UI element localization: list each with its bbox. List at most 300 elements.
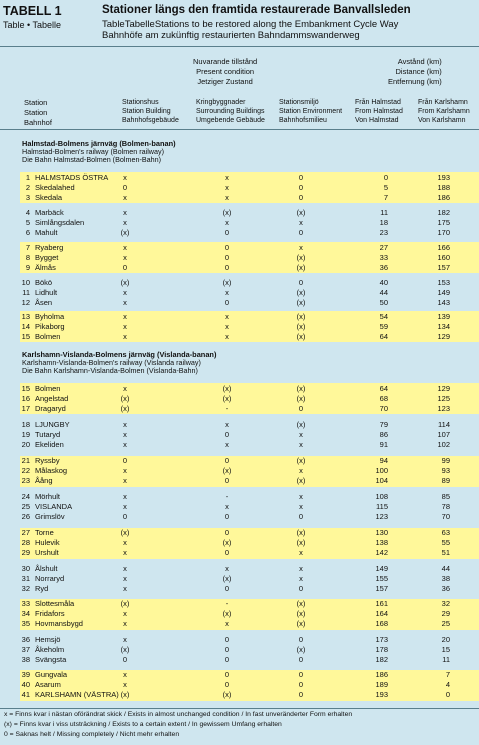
table-row (0, 584, 479, 594)
distance-from-halmstad: 79 (379, 420, 388, 429)
station-environment-status: 0 (298, 173, 304, 182)
table-row (0, 670, 479, 680)
station-number: 2 (25, 183, 30, 192)
station-building-status: x (123, 218, 127, 227)
station-building-status: 0 (122, 456, 128, 465)
distance-from-halmstad: 64 (379, 332, 388, 341)
surrounding-buildings-status: x (225, 420, 229, 429)
station-number: 11 (22, 288, 30, 297)
divider (0, 46, 479, 47)
distance-from-karlshamn: 193 (437, 173, 450, 182)
station-environment-status: 0 (298, 670, 304, 679)
station-name: Torne (35, 528, 54, 537)
surrounding-buildings-status: x (225, 440, 229, 449)
surrounding-buildings-status: (x) (222, 466, 232, 475)
distance-from-halmstad: 40 (379, 278, 388, 287)
station-name: Svängsta (35, 655, 67, 664)
table-row (0, 183, 479, 193)
distance-from-halmstad: 138 (375, 538, 388, 547)
distance-from-halmstad: 7 (383, 193, 388, 202)
distance-from-karlshamn: 175 (437, 218, 450, 227)
surrounding-buildings-status: x (225, 564, 229, 573)
distance-from-karlshamn: 139 (437, 312, 450, 321)
station-number: 6 (25, 228, 30, 237)
station-number: 30 (21, 564, 30, 573)
station-environment-status: 0 (298, 404, 304, 413)
divider (0, 129, 479, 130)
table-row (0, 456, 479, 466)
station-building-status: x (123, 680, 127, 689)
station-environment-status: (x) (296, 322, 306, 331)
station-name: Älmås (35, 263, 56, 272)
station-building-status: (x) (120, 599, 130, 608)
station-environment-status: x (299, 440, 303, 449)
station-environment-status: (x) (296, 599, 306, 608)
distance-from-karlshamn: 107 (437, 430, 450, 439)
station-building-status: x (123, 619, 127, 628)
distance-from-halmstad: 50 (379, 298, 388, 307)
station-name: Lidhult (35, 288, 58, 297)
station-number: 13 (21, 312, 30, 321)
divider (0, 708, 479, 709)
distance-from-karlshamn: 129 (437, 384, 450, 393)
distance-from-karlshamn: 149 (437, 288, 450, 297)
station-building-status: x (123, 584, 127, 593)
table-row (0, 193, 479, 203)
station-name: VISLANDA (35, 502, 73, 511)
distance-from-halmstad: 36 (379, 263, 388, 272)
station-building-status: x (123, 609, 127, 618)
title-german: Bahnhöfe am zukünftig restaurierten Bahndammswanderweg (102, 30, 360, 41)
distance-from-halmstad: 161 (375, 599, 388, 608)
distance-from-halmstad: 178 (375, 645, 388, 654)
surrounding-buildings-status: - (225, 492, 229, 501)
surrounding-buildings-status: (x) (222, 384, 232, 393)
table-row (0, 466, 479, 476)
distance-from-karlshamn: 55 (441, 538, 450, 547)
surrounding-buildings-status: 0 (224, 243, 230, 252)
distance-from-karlshamn: 78 (441, 502, 450, 511)
station-environment-status: x (299, 502, 303, 511)
station-environment-status: (x) (296, 208, 306, 217)
surrounding-buildings-status: x (225, 288, 229, 297)
station-name: Skedalahed (35, 183, 75, 192)
distance-from-karlshamn: 89 (441, 476, 450, 485)
legend-x: x = Finns kvar i nästan oförändrat skick / Exists in almost unchanged condition / In fast unveränderter Form erhalten (4, 711, 353, 718)
distance-from-karlshamn: 36 (441, 584, 450, 593)
station-building-status: x (123, 440, 127, 449)
column-station: Station Station Bahnhof (24, 98, 52, 127)
station-building-status: (x) (120, 690, 130, 699)
subcolumn-from-halmstad: Från Halmstad From Halmstad Von Halmstad (355, 99, 403, 124)
station-building-status: (x) (120, 228, 130, 237)
station-number: 26 (21, 512, 30, 521)
station-number: 36 (21, 635, 30, 644)
surrounding-buildings-status: (x) (222, 609, 232, 618)
table-row (0, 599, 479, 609)
station-number: 28 (21, 538, 30, 547)
surrounding-buildings-status: x (225, 218, 229, 227)
distance-from-karlshamn: 63 (441, 528, 450, 537)
surrounding-buildings-status: - (225, 599, 229, 608)
station-building-status: 0 (122, 655, 128, 664)
distance-from-karlshamn: 7 (445, 670, 450, 679)
table-row (0, 680, 479, 690)
distance-from-halmstad: 182 (375, 655, 388, 664)
table-row (0, 208, 479, 218)
distance-from-karlshamn: 51 (441, 548, 450, 557)
station-number: 17 (21, 404, 30, 413)
distance-from-halmstad: 164 (375, 609, 388, 618)
surrounding-buildings-status: x (225, 173, 229, 182)
station-name: Tutaryd (35, 430, 61, 439)
column-condition: Nuvarande tillstånd Present condition Jetziger Zustand (193, 57, 258, 86)
distance-from-karlshamn: 186 (437, 193, 450, 202)
station-number: 41 (21, 690, 30, 699)
station-environment-status: (x) (296, 538, 306, 547)
distance-from-karlshamn: 160 (437, 253, 450, 262)
distance-from-karlshamn: 25 (441, 619, 450, 628)
station-number: 39 (21, 670, 30, 679)
table-row (0, 322, 479, 332)
station-environment-status: 0 (298, 690, 304, 699)
station-building-status: x (123, 430, 127, 439)
table-label: Table • Tabelle (3, 20, 62, 30)
distance-from-karlshamn: 114 (438, 420, 450, 429)
station-environment-status: 0 (298, 512, 304, 521)
station-building-status: x (123, 208, 127, 217)
station-name: Fridafors (35, 609, 65, 618)
station-environment-status: (x) (296, 476, 306, 485)
column-distance: Avstånd (km) Distance (km) Entfernung (km) (388, 57, 442, 86)
station-building-status: x (123, 574, 127, 583)
surrounding-buildings-status: (x) (222, 574, 232, 583)
station-number: 29 (21, 548, 30, 557)
station-name: Hulevik (35, 538, 60, 547)
station-name: Angelstad (35, 394, 69, 403)
station-name: Dragaryd (35, 404, 66, 413)
station-name: Bolmen (35, 332, 61, 341)
distance-from-karlshamn: 188 (437, 183, 450, 192)
station-environment-status: (x) (296, 528, 306, 537)
title-english: TableTabelleStations to be restored along the Embankment Cycle Way (102, 19, 399, 30)
distance-from-halmstad: 168 (375, 619, 388, 628)
distance-from-halmstad: 108 (375, 492, 388, 501)
distance-from-halmstad: 0 (383, 173, 388, 182)
station-building-status: x (123, 420, 127, 429)
station-number: 22 (21, 466, 30, 475)
station-building-status: 0 (122, 512, 128, 521)
surrounding-buildings-status: 0 (224, 645, 230, 654)
surrounding-buildings-status: x (225, 322, 229, 331)
station-number: 40 (21, 680, 30, 689)
station-number: 14 (21, 322, 30, 331)
station-building-status: x (123, 564, 127, 573)
table-row (0, 312, 479, 322)
station-environment-status: (x) (296, 263, 306, 272)
table-row (0, 690, 479, 700)
station-number: 5 (25, 218, 30, 227)
distance-from-halmstad: 189 (375, 680, 388, 689)
station-name: Bökö (35, 278, 53, 287)
table-row (0, 476, 479, 486)
station-number: 4 (25, 208, 30, 217)
table-header (0, 0, 479, 44)
station-environment-status: x (299, 218, 303, 227)
distance-from-halmstad: 104 (375, 476, 388, 485)
station-number: 38 (21, 655, 30, 664)
station-number: 33 (21, 599, 30, 608)
surrounding-buildings-status: (x) (222, 690, 232, 699)
distance-from-halmstad: 18 (379, 218, 388, 227)
station-number: 19 (21, 430, 30, 439)
station-name: Bolmen (35, 384, 61, 393)
station-building-status: x (123, 538, 127, 547)
station-environment-status: 0 (298, 193, 304, 202)
station-name: Hovmansbygd (35, 619, 83, 628)
station-name: Ålshult (35, 564, 58, 573)
table-row (0, 263, 479, 273)
station-name: Simlångsdalen (35, 218, 85, 227)
station-name: Ekeliden (35, 440, 64, 449)
station-name: Grimslöv (35, 512, 65, 521)
station-name: Ryssby (35, 456, 60, 465)
station-building-status: x (123, 312, 127, 321)
station-environment-status: 0 (298, 228, 304, 237)
distance-from-karlshamn: 93 (441, 466, 450, 475)
station-environment-status: (x) (296, 420, 306, 429)
surrounding-buildings-status: (x) (222, 394, 232, 403)
station-environment-status: x (299, 564, 303, 573)
distance-from-karlshamn: 44 (441, 564, 450, 573)
distance-from-halmstad: 59 (379, 322, 388, 331)
station-number: 35 (21, 619, 30, 628)
station-building-status: x (123, 476, 127, 485)
station-name: KARLSHAMN (VÄSTRA) (35, 690, 119, 699)
section-heading-vislanda: Karlshamn-Vislanda-Bolmens järnväg (Vislanda-banan) Karlshamn-Vislanda-Bolmen's railway (Vislanda railway) Die Bahn Karlshamn-Vislanda-Bolmen (Vislanda-Bahn) (22, 350, 217, 375)
distance-from-halmstad: 54 (379, 312, 388, 321)
station-name: LJUNGBY (35, 420, 70, 429)
station-environment-status: x (299, 430, 303, 439)
table-number: TABELL 1 (3, 4, 62, 18)
surrounding-buildings-status: x (225, 502, 229, 511)
distance-from-karlshamn: 32 (441, 599, 450, 608)
table-row (0, 655, 479, 665)
surrounding-buildings-status: x (225, 332, 229, 341)
distance-from-halmstad: 100 (375, 466, 388, 475)
distance-from-karlshamn: 38 (441, 574, 450, 583)
station-environment-status: (x) (296, 312, 306, 321)
station-building-status: x (123, 635, 127, 644)
station-name: Bygget (35, 253, 59, 262)
table-row (0, 278, 479, 288)
subcolumn-station-environment: Stationsmiljö Station Environment Bahnhofsmilieu (279, 99, 343, 124)
station-number: 37 (21, 645, 30, 654)
distance-from-karlshamn: 123 (437, 404, 450, 413)
distance-from-karlshamn: 20 (441, 635, 450, 644)
distance-from-halmstad: 173 (375, 635, 388, 644)
table-row (0, 528, 479, 538)
distance-from-halmstad: 27 (379, 243, 388, 252)
table-row (0, 548, 479, 558)
station-building-status: (x) (120, 394, 130, 403)
surrounding-buildings-status: 0 (224, 680, 230, 689)
table-row (0, 243, 479, 253)
station-number: 8 (25, 253, 30, 262)
surrounding-buildings-status: (x) (222, 278, 232, 287)
surrounding-buildings-status: 0 (224, 670, 230, 679)
distance-from-karlshamn: 15 (441, 645, 450, 654)
distance-from-halmstad: 23 (379, 228, 388, 237)
table-row (0, 492, 479, 502)
distance-from-halmstad: 33 (379, 253, 388, 262)
station-name: Urshult (35, 548, 59, 557)
table-row (0, 332, 479, 342)
station-building-status: x (123, 466, 127, 475)
surrounding-buildings-status: 0 (224, 512, 230, 521)
station-environment-status: (x) (296, 288, 306, 297)
table-row (0, 564, 479, 574)
station-number: 15 (21, 384, 30, 393)
station-environment-status: x (299, 243, 303, 252)
distance-from-karlshamn: 85 (441, 492, 450, 501)
surrounding-buildings-status: 0 (224, 528, 230, 537)
distance-from-karlshamn: 29 (441, 609, 450, 618)
station-building-status: x (123, 322, 127, 331)
surrounding-buildings-status: (x) (222, 538, 232, 547)
station-environment-status: (x) (296, 332, 306, 341)
table-row (0, 288, 479, 298)
distance-from-halmstad: 115 (376, 502, 388, 511)
distance-from-karlshamn: 182 (437, 208, 450, 217)
table-row (0, 502, 479, 512)
distance-from-halmstad: 94 (379, 456, 388, 465)
station-number: 21 (21, 456, 30, 465)
station-environment-status: 0 (298, 635, 304, 644)
station-environment-status: (x) (296, 298, 306, 307)
station-environment-status: x (299, 574, 303, 583)
station-name: HALMSTADS ÖSTRA (35, 173, 109, 182)
station-name: Marbäck (35, 208, 64, 217)
station-building-status: x (123, 492, 127, 501)
distance-from-halmstad: 64 (379, 384, 388, 393)
station-building-status: x (123, 548, 127, 557)
distance-from-karlshamn: 166 (437, 243, 450, 252)
subcolumn-surrounding-buildings: Kringbyggnader Surrounding Buildings Umgebende Gebäude (196, 99, 265, 124)
station-name: Åång (35, 476, 53, 485)
distance-from-halmstad: 123 (375, 512, 388, 521)
station-environment-status: 0 (298, 584, 304, 593)
table-row (0, 635, 479, 645)
station-building-status: x (123, 173, 127, 182)
station-name: Målaskog (35, 466, 68, 475)
table-row (0, 440, 479, 450)
station-number: 32 (21, 584, 30, 593)
station-number: 9 (25, 263, 30, 272)
station-number: 24 (21, 492, 30, 501)
station-environment-status: 0 (298, 278, 304, 287)
table-row (0, 574, 479, 584)
station-environment-status: x (299, 548, 303, 557)
station-name: Mahult (35, 228, 58, 237)
station-name: Byholma (35, 312, 65, 321)
station-name: Hemsjö (35, 635, 61, 644)
station-building-status: (x) (120, 528, 130, 537)
station-building-status: x (123, 332, 127, 341)
table-row (0, 384, 479, 394)
table-row (0, 512, 479, 522)
distance-from-halmstad: 130 (375, 528, 388, 537)
station-name: Åkeholm (35, 645, 65, 654)
station-environment-status: (x) (296, 609, 306, 618)
distance-from-karlshamn: 102 (437, 440, 450, 449)
surrounding-buildings-status: x (225, 312, 229, 321)
station-environment-status: (x) (296, 394, 306, 403)
station-building-status: (x) (120, 278, 130, 287)
distance-from-halmstad: 44 (379, 288, 388, 297)
distance-from-halmstad: 186 (375, 670, 388, 679)
distance-from-halmstad: 70 (379, 404, 388, 413)
station-name: Slottesmåla (35, 599, 75, 608)
station-name: Asarum (35, 680, 61, 689)
station-building-status: x (123, 502, 127, 511)
surrounding-buildings-status: 0 (224, 456, 230, 465)
distance-from-karlshamn: 153 (437, 278, 450, 287)
station-building-status: 0 (122, 263, 128, 272)
station-building-status: x (123, 243, 127, 252)
distance-from-karlshamn: 99 (441, 456, 450, 465)
station-environment-status: (x) (296, 253, 306, 262)
table-row (0, 218, 479, 228)
distance-from-karlshamn: 129 (437, 332, 450, 341)
station-name: Ryd (35, 584, 49, 593)
legend-partial: (x) = Finns kvar i viss utsträckning / Exists to a certain extent / In gewissem Umfang erhalten (4, 721, 282, 728)
station-number: 18 (21, 420, 30, 429)
station-building-status: x (123, 193, 127, 202)
surrounding-buildings-status: 0 (224, 548, 230, 557)
surrounding-buildings-status: 0 (224, 253, 230, 262)
section-heading-bolmen: Halmstad-Bolmens järnväg (Bolmen-banan) Halmstad-Bolmen's railway (Bolmen railway) Die Bahn Halmstad-Bolmen (Bolmen-Bahn) (22, 139, 176, 164)
distance-from-karlshamn: 125 (437, 394, 450, 403)
surrounding-buildings-status: (x) (222, 208, 232, 217)
distance-from-karlshamn: 4 (445, 680, 450, 689)
distance-from-halmstad: 86 (379, 430, 388, 439)
distance-from-karlshamn: 143 (437, 298, 450, 307)
legend-missing: 0 = Saknas helt / Missing completely / Nicht mehr erhalten (4, 731, 180, 738)
station-building-status: x (123, 384, 127, 393)
station-environment-status: (x) (296, 384, 306, 393)
table-row (0, 404, 479, 414)
station-number: 16 (21, 394, 30, 403)
distance-from-halmstad: 157 (375, 584, 388, 593)
surrounding-buildings-status: 0 (224, 476, 230, 485)
station-number: 10 (21, 278, 30, 287)
distance-from-halmstad: 5 (383, 183, 388, 192)
distance-from-halmstad: 155 (375, 574, 388, 583)
station-building-status: (x) (120, 404, 130, 413)
table-row (0, 253, 479, 263)
distance-from-karlshamn: 70 (441, 512, 450, 521)
distance-from-halmstad: 149 (375, 564, 388, 573)
surrounding-buildings-status: 0 (224, 655, 230, 664)
surrounding-buildings-status: 0 (224, 263, 230, 272)
station-number: 20 (21, 440, 30, 449)
subcolumn-from-karlshamn: Från Karlshamn From Karlshamn Von Karlshamn (418, 99, 470, 124)
station-number: 7 (25, 243, 30, 252)
surrounding-buildings-status: x (225, 183, 229, 192)
surrounding-buildings-status: 0 (224, 298, 230, 307)
table-row (0, 430, 479, 440)
